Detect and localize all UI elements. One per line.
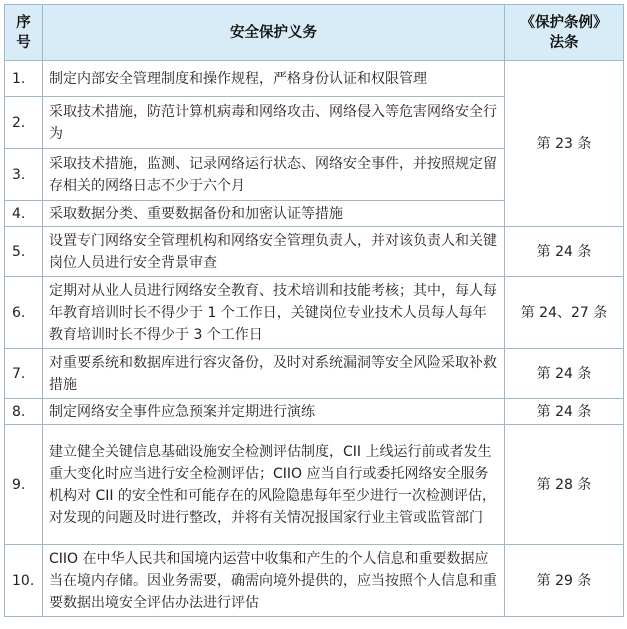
table-row [5,399,624,425]
row-duty: 定期对从业人员进行网络安全教育、技术培训和技能考核；其中，每人每年教育培训时长不得少于 1 个工作日，关键岗位专业技术人员每人每年教育培训时长不得少于 3 个工作日 [43,277,505,349]
table-row [5,349,624,399]
row-law: 第 24、27 条 [505,277,624,349]
row-number: 1. [5,61,43,97]
row-duty: 建立健全关键信息基础设施安全检测评估制度，CII 上线运行前或者发生重大变化时应当进行安全检测评估；CIIO 应当自行或委托网络安全服务机构对 CII 的安全性和可能存在的风险隐患每年至少进行一次检测评估，对发现的问题及时进行整改，并将有关情况报国家行业主管或监管部门 [43,425,505,545]
header-law-line2: 法条 [549,34,579,51]
row-number: 3. [5,149,43,201]
row-duty: 制定网络安全事件应急预案并定期进行演练 [43,399,505,425]
row-law: 第 24 条 [505,227,624,277]
row-law: 第 24 条 [505,349,624,399]
row-duty: 采取技术措施，监测、记录网络运行状态、网络安全事件，并按照规定留存相关的网络日志不少于六个月 [43,149,505,201]
header-number-line2: 号 [16,34,31,51]
row-number: 4. [5,201,43,227]
row-duty: 制定内部安全管理制度和操作规程，严格身份认证和权限管理 [43,61,505,97]
row-duty: 对重要系统和数据库进行容灾备份，及时对系统漏洞等安全风险采取补救措施 [43,349,505,399]
row-number: 2. [5,97,43,149]
table-header-row [5,5,624,61]
row-law: 第 29 条 [505,545,624,617]
row-duty: 采取数据分类、重要数据备份和加密认证等措施 [43,201,505,227]
row-number: 10. [5,545,43,617]
row-number: 7. [5,349,43,399]
row-duty: 设置专门网络安全管理机构和网络安全管理负责人，并对该负责人和关键岗位人员进行安全背景审查 [43,227,505,277]
row-number: 6. [5,277,43,349]
table-row [5,545,624,617]
security-duties-table [4,4,624,617]
header-law-line1: 《保护条例》 [520,14,608,31]
row-number: 8. [5,399,43,425]
header-law [505,5,624,61]
row-number: 9. [5,425,43,545]
table-row [5,227,624,277]
row-law-merged: 第 23 条 [505,61,624,227]
row-duty: CIIO 在中华人民共和国境内运营中收集和产生的个人信息和重要数据应当在境内存储。因业务需要，确需向境外提供的，应当按照个人信息和重要数据出境安全评估办法进行评估 [43,545,505,617]
table-row [5,277,624,349]
table-row [5,61,624,97]
header-duty: 安全保护义务 [43,5,505,61]
row-number: 5. [5,227,43,277]
row-law: 第 28 条 [505,425,624,545]
row-duty: 采取技术措施，防范计算机病毒和网络攻击、网络侵入等危害网络安全行为 [43,97,505,149]
header-number-line1: 序 [16,14,31,31]
table-row [5,425,624,545]
row-law: 第 24 条 [505,399,624,425]
header-number [5,5,43,61]
